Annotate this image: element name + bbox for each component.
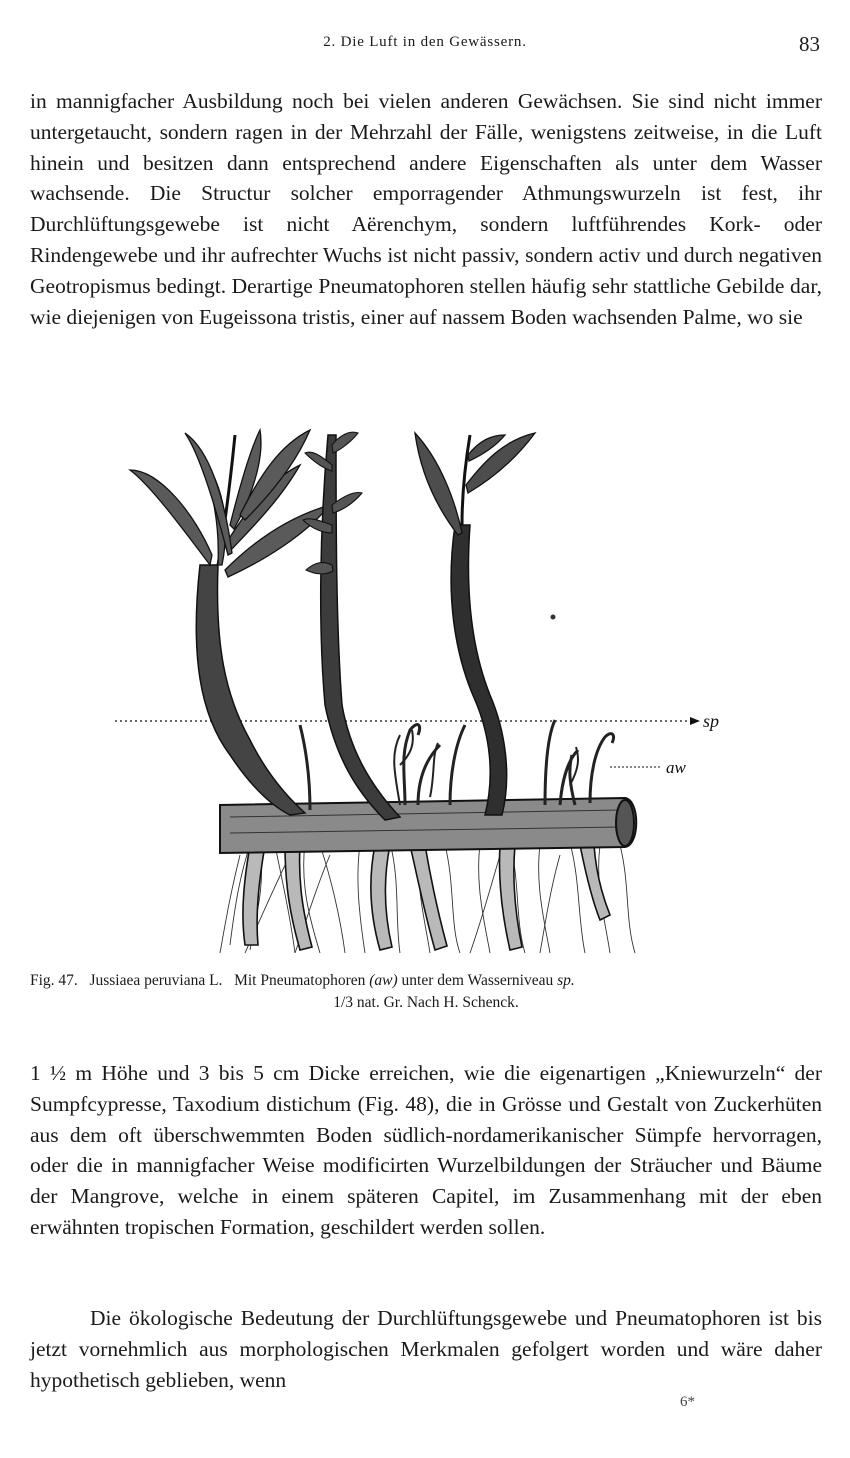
caption-abbr-aw: (aw) — [369, 972, 398, 989]
caption-fig-label: Fig. 47. — [30, 972, 78, 989]
stem-right — [451, 435, 507, 815]
water-level-line — [115, 717, 700, 725]
label-aw: aw — [666, 758, 686, 777]
body-paragraph-2: 1 ½ m Höhe und 3 bis 5 cm Dicke erreichen, wie die eigenartigen „Kniewurzeln“ der Sumpfcypresse, Taxodium distichum (Fig. 48), die in Grösse und Gestalt von Zuckerhüten aus dem oft überschwemmten Boden südlich-nordamerikanischer Sümpfe hervorragen, oder die in mannigfacher Weise modificirten Wurzelbildungen der Sträucher und Bäume der Mangrove, welche in einem späteren Capitel, im Zusammenhang mit der eben erwähnten tropischen Formation, geschildert werden sollen. — [30, 1061, 822, 1239]
body-paragraph-1: in mannigfacher Ausbildung noch bei vielen anderen Gewächsen. Sie sind nicht immer untergetaucht, sondern ragen in der Mehrzahl der Fälle, wenigstens zeitweise, in die Luft hinein und besitzen dann entsprechend andere Eigenschaften als unter dem Wasser wachsende. Die Structur solcher emporragender Athmungswurzeln ist fest, ihr Durchlüftungsgewebe ist nicht Aërenchym, sondern luftführendes Kork- oder Rindengewebe und ihr aufrechter Wuchs ist nicht passiv, sondern activ und durch negativen Geotropismus bedingt. Derartige Pneumatophoren stellen häufig sehr stattliche Gebilde dar, wie diejenigen von Eugeissona tristis, einer auf nassem Boden wachsenden Palme, wo sie — [30, 89, 822, 329]
leaves-left — [130, 430, 330, 577]
figure-47 — [100, 425, 750, 960]
chapter-title: 2. Die Luft in den Gewässern. — [323, 34, 527, 50]
page-number: 83 — [799, 32, 820, 56]
caption-species: Jussiaea peruviana L. — [89, 972, 223, 989]
running-head — [0, 34, 850, 58]
label-sp: sp — [703, 711, 720, 731]
caption-text-a: Mit Pneumatophoren — [234, 972, 366, 989]
caption-line-2: 1/3 nat. Gr. Nach H. Schenck. — [333, 994, 519, 1011]
leaves-right — [415, 433, 535, 535]
figure-caption — [30, 970, 822, 1014]
caption-text-b: unter dem Wasserniveau — [401, 972, 554, 989]
body-paragraph-3: Die ökologische Bedeutung der Durchlüftungsgewebe und Pneumatophoren ist bis jetzt vornehmlich aus morphologischen Merkmalen gefolgert worden und wäre daher hypothetisch geblieben, wenn — [30, 1306, 822, 1392]
speck — [551, 615, 556, 620]
caption-abbr-sp: sp. — [557, 972, 575, 989]
signature-mark: 6* — [680, 1394, 695, 1410]
jussiaea-illustration — [100, 425, 750, 960]
